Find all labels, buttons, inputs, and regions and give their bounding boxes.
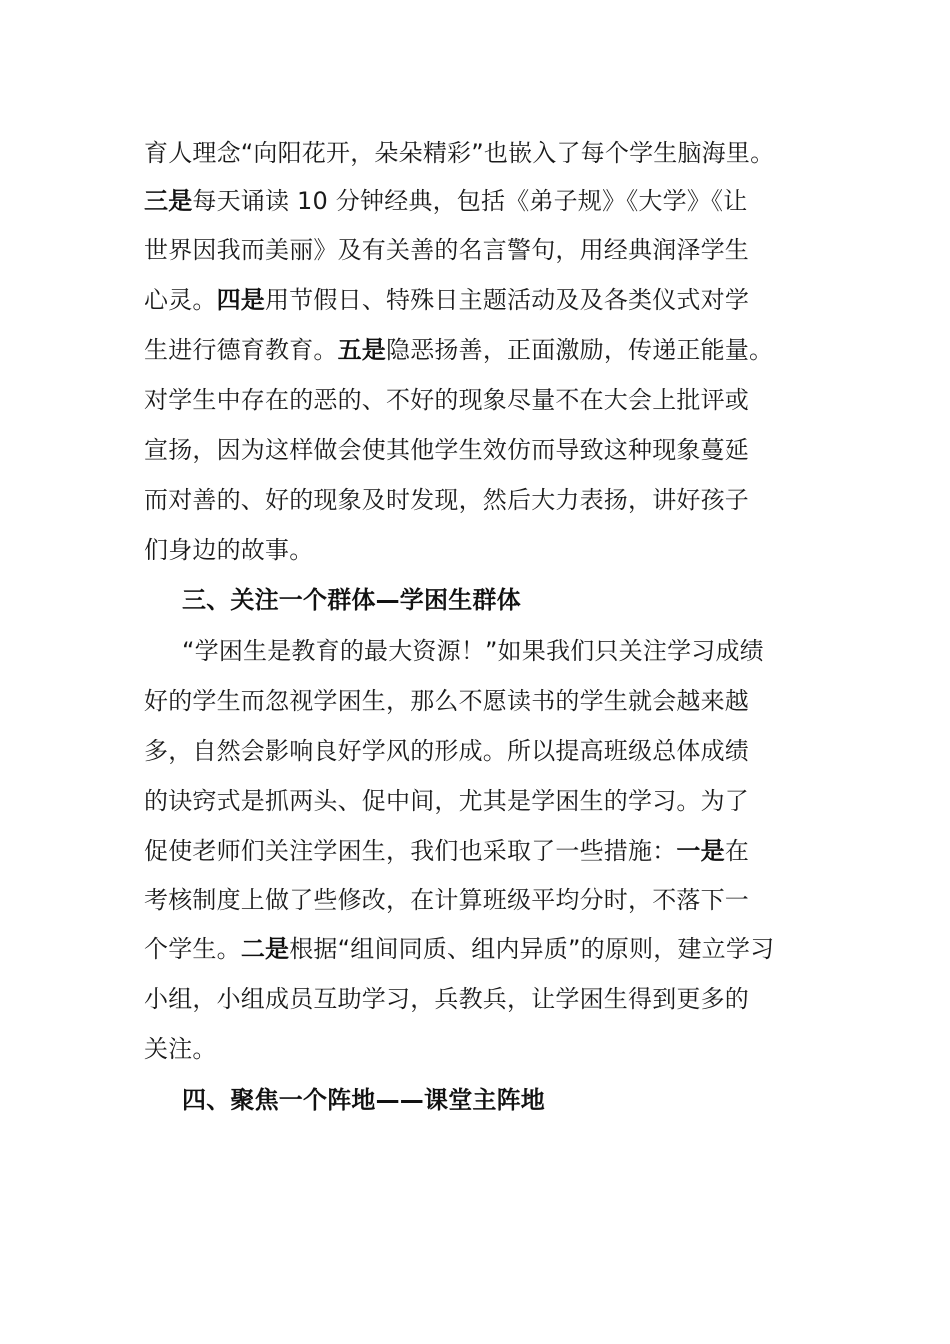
paragraph-line [144, 929, 774, 969]
paragraph-line [182, 631, 764, 671]
line-text: 在 [724, 837, 750, 865]
line-text: 促使老师们关注学困生，我们也采取了一些措施： [144, 837, 677, 865]
bold-marker: 三是 [144, 187, 193, 215]
line-text: 而对善的、好的现象及时发现，然后大力表扬，讲好孩子 [144, 486, 749, 514]
paragraph-line [144, 480, 749, 520]
section-heading [182, 580, 521, 620]
line-text: “学困生是教育的最大资源！”如果我们只关注学习成绩 [182, 637, 764, 665]
paragraph-line [144, 979, 749, 1019]
bold-marker: 五是 [337, 336, 387, 364]
line-text: 心灵。 [144, 286, 217, 314]
line-text: 育人理念“向阳花开，朵朵精彩”也嵌入了每个学生脑海里。 [144, 139, 775, 167]
line-text: 世界因我而美丽》及有关善的名言警句，用经典润泽学生 [144, 236, 749, 264]
line-text: 的诀窍式是抓两头、促中间，尤其是学困生的学习。为了 [144, 787, 749, 815]
bold-marker: 二是 [240, 935, 290, 963]
paragraph-line [144, 530, 313, 570]
line-text: 小组，小组成员互助学习，兵教兵，让学困生得到更多的 [144, 985, 749, 1013]
line-text: 根据“组间同质、组内异质”的原则，建立学习 [289, 935, 775, 963]
bold-marker: 四是 [216, 286, 266, 314]
paragraph-line [144, 133, 774, 173]
line-text: 们身边的故事。 [144, 536, 314, 564]
paragraph-line [144, 330, 773, 370]
paragraph-line [144, 681, 749, 721]
paragraph-line [144, 430, 749, 470]
bold-marker: 一是 [676, 837, 725, 865]
heading-text: 三、关注一个群体—学困生群体 [182, 586, 521, 614]
line-text: 考核制度上做了些修改，在计算班级平均分时，不落下一 [144, 886, 749, 914]
line-text: 个学生。 [144, 935, 241, 963]
paragraph-line [144, 1029, 217, 1069]
line-text: 每天诵读 10 分钟经典，包括《弟子规》《大学》《让 [192, 187, 748, 215]
line-text: 生进行德育教育。 [144, 336, 338, 364]
section-heading [182, 1080, 545, 1120]
paragraph-line [144, 781, 749, 821]
line-text: 用节假日、特殊日主题活动及及各类仪式对学 [265, 286, 750, 314]
paragraph-line [144, 181, 747, 221]
paragraph-line [144, 280, 749, 320]
paragraph-line [144, 880, 749, 920]
line-text: 好的学生而忽视学困生，那么不愿读书的学生就会越来越 [144, 687, 749, 715]
line-text: 关注。 [144, 1035, 217, 1063]
line-text: 隐恶扬善，正面激励，传递正能量。 [386, 336, 774, 364]
line-text: 对学生中存在的恶的、不好的现象尽量不在大会上批评或 [144, 386, 749, 414]
paragraph-line [144, 731, 749, 771]
heading-text: 四、聚焦一个阵地——课堂主阵地 [182, 1086, 545, 1114]
paragraph-line [144, 380, 749, 420]
line-text: 多，自然会影响良好学风的形成。所以提高班级总体成绩 [144, 737, 749, 765]
line-text: 宣扬，因为这样做会使其他学生效仿而导致这种现象蔓延 [144, 436, 749, 464]
paragraph-line [144, 230, 749, 270]
paragraph-line [144, 831, 749, 871]
